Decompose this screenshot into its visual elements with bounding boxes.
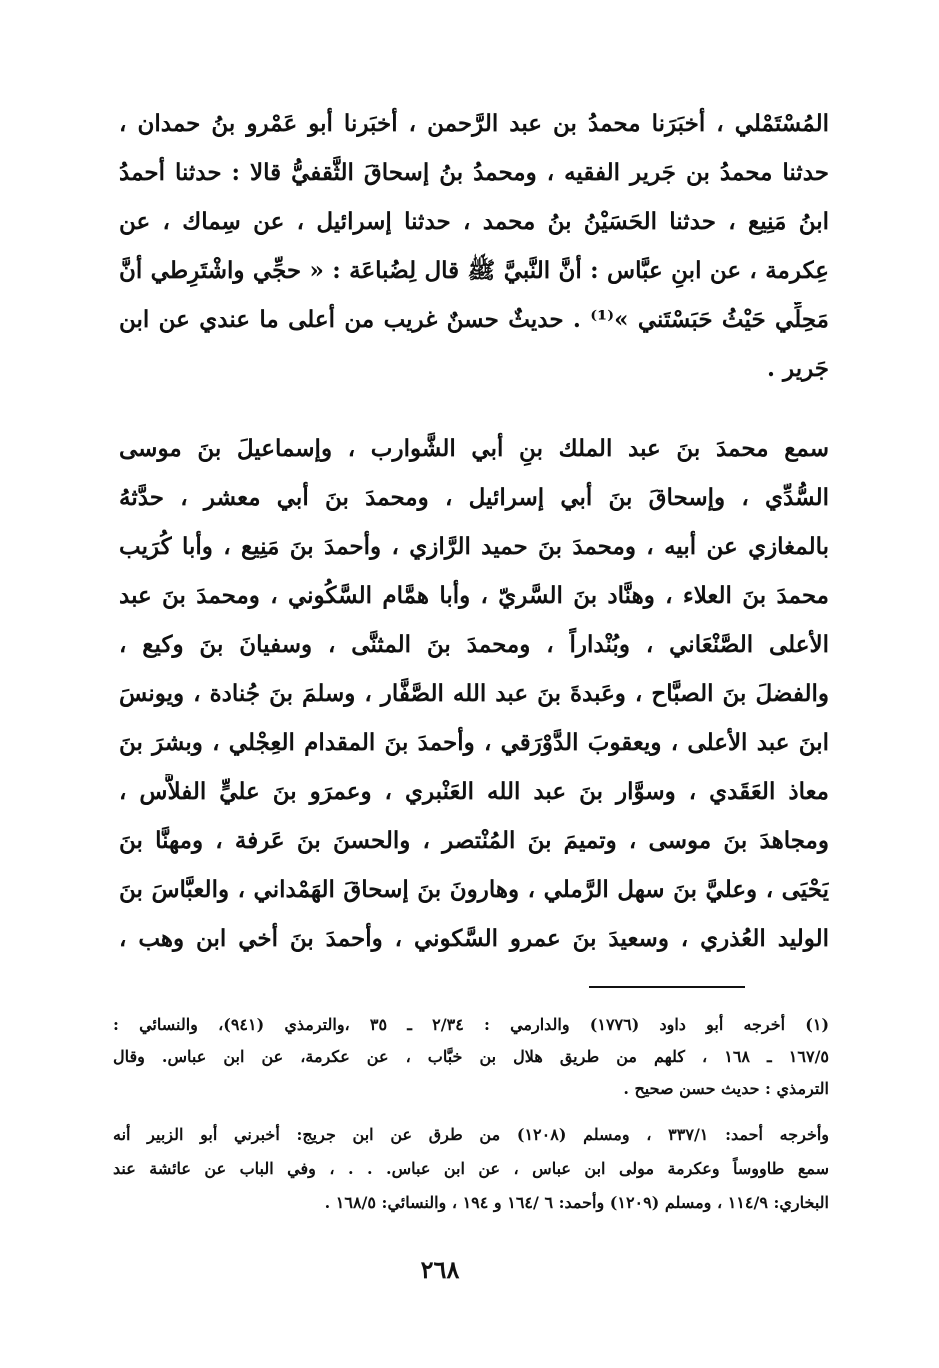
paragraph-2-line-11: الوليد العُذري ، وسعيدَ بنَ عمرو السَّكوني ، وأحمدَ بنَ أخي ابن وهب ،: [119, 925, 829, 952]
footnote-2-line-3: البخاري: ١١٤/٩ ، ومسلم (١٢٠٩) وأحمد: ٦ /١٦٤ و ١٩٤ ، والنسائي: ١٦٨/٥ .: [324, 1193, 829, 1212]
footnote-1-line-3: الترمذي : حديث حسن صحيح .: [623, 1079, 829, 1098]
paragraph-2-line-10: يَحْيَى ، وعليَّ بنَ سهل الرَّملي ، وهارونَ بنَ إسحاقَ الهَمْداني ، والعبَّاسَ بنَ: [119, 876, 829, 903]
paragraph-2-line-5: الأعلى الصَّنْعَاني ، وبُنْداراً ، ومحمدَ بنَ المثنَّى ، وسفيانَ بنَ وكيع ،: [119, 631, 829, 658]
paragraph-2-line-8: معاذ العَقَدي ، وسوَّار بنَ عبد الله العَنْبري ، وعمرَو بنَ عليٍّ الفلاَّس ،: [119, 778, 829, 805]
footnote-1-line-1: (١) أخرجه أبو داود (١٧٧٦) والدارمي : ٢/٣٤ ـ ٣٥ ،والترمذي (٩٤١)، والنسائي :: [113, 1015, 829, 1034]
footnote-1-line-2: ١٦٧/٥ ـ ١٦٨ ، كلهم من طريق هلال بن خبَّاب ، عن عكرمة، عن ابن عباس. وقال: [113, 1047, 829, 1066]
page-number: ٢٦٨: [420, 1255, 460, 1284]
footnote-separator: [589, 986, 745, 988]
footnote-2-line-1: وأخرجه أحمد: ٣٣٧/١ ، ومسلم (١٢٠٨) من طرق عن ابن جريج: أخبرني أبو الزبير أنه: [113, 1125, 829, 1144]
paragraph-2-line-6: والفضلَ بنَ الصبَّاح ، وعَبدةَ بنَ عبد الله الصَّفَّار ، وسلمَ بنَ جُنادة ، ويونسَ: [119, 680, 829, 707]
paragraph-2-line-7: ابنَ عبد الأعلى ، ويعقوبَ الدَّوْرَقي ، وأحمدَ بنَ المقدام العِجْلي ، وبشرَ بنَ: [119, 729, 829, 756]
paragraph-2-line-4: محمدَ بنَ العلاء ، وهنَّاد بنَ السَّريّ ، وأبا همَّام السَّكُوني ، ومحمدَ بنَ عبد: [119, 582, 829, 609]
footnote-2-line-2: سمع طاووساً وعكرمة مولى ابن عباس ، عن ابن عباس. . . ، وفي الباب عن عائشة عند: [113, 1159, 829, 1178]
paragraph-1-line-4: عِكرمة ، عن ابنِ عبَّاس : أنَّ النَّبيَّ ﷺ قال لِضُباعَة : « حجِّي واشْتَرِطي أنَّ: [119, 257, 829, 284]
paragraph-1-line-1: المُسْتَمْلي ، أخبَرَنا محمدُ بن عبد الرَّحمن ، أخبَرنا أبو عَمْرو بنُ حمدان ،: [119, 110, 829, 137]
paragraph-2-line-1: سمع محمدَ بنَ عبد الملك بنِ أبي الشَّوارب ، وإسماعيلَ بنَ موسى: [119, 435, 829, 462]
paragraph-2-line-9: ومجاهدَ بنَ موسى ، وتميمَ بنَ المُنْتصر ، والحسنَ بنَ عَرفة ، ومهنَّا بنَ: [119, 827, 829, 854]
paragraph-2-line-2: السُّدِّي ، وإسحاقَ بنَ أبي إسرائيل ، ومحمدَ بنَ أبي معشر ، حدَّثهُ: [119, 484, 829, 511]
paragraph-2-line-3: بالمغازي عن أبيه ، ومحمدَ بنَ حميد الرَّازي ، وأحمدَ بنَ مَنِيع ، وأبا كُرَيب: [119, 533, 829, 560]
paragraph-1-line-5: مَحِلِّي حَيْثُ حَبَسْتَني »⁽¹⁾ . حديثٌ حسنٌ غريب من أعلى ما عندي عن ابن: [119, 306, 829, 333]
paragraph-1-line-3: ابنُ مَنِيع ، حدثنا الحَسَيْنُ بنُ محمد ، حدثنا إسرائيل ، عن سِماك ، عن: [119, 208, 829, 235]
paragraph-1-line-6: جَرير .: [766, 355, 829, 382]
paragraph-1-line-2: حدثنا محمدُ بن جَرير الفقيه ، ومحمدُ بنُ إسحاقَ الثَّقفيُّ قالا : حدثنا أحمدُ: [119, 159, 829, 186]
